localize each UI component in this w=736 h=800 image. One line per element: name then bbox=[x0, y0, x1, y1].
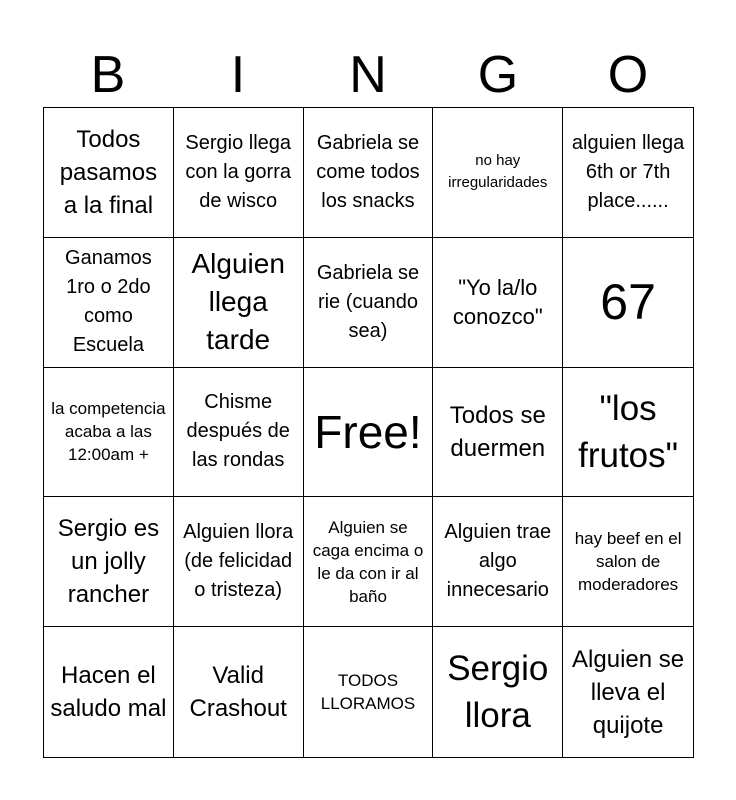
cell-text: Sergio llora bbox=[447, 649, 549, 736]
cell-text: Gabriela se come todos los snacks bbox=[316, 131, 420, 212]
cell-text: la competencia acaba a las 12:00am + bbox=[51, 399, 166, 465]
cell-text: Alguien llora (de felicidad o tristeza) bbox=[183, 521, 294, 602]
cell-text: "Yo la/lo conozco" bbox=[452, 275, 543, 330]
bingo-cell-3-1[interactable] bbox=[44, 368, 174, 498]
bingo-cell-5-4[interactable] bbox=[433, 627, 563, 757]
free-space-text: Free! bbox=[314, 405, 422, 458]
bingo-cell-2-4[interactable] bbox=[433, 238, 563, 368]
cell-text: no hay irregularidades bbox=[448, 152, 548, 192]
cell-text: "los frutos" bbox=[578, 388, 679, 475]
header-letter-n: N bbox=[349, 46, 387, 104]
cell-text: Alguien se caga encima o le da con ir al baño bbox=[312, 517, 424, 606]
cell-text: Alguien trae algo innecesario bbox=[444, 521, 552, 602]
bingo-cell-1-4[interactable] bbox=[433, 108, 563, 238]
bingo-cell-1-3[interactable] bbox=[304, 108, 434, 238]
bingo-cell-1-5[interactable] bbox=[563, 108, 693, 238]
cell-text: TODOS LLORAMOS bbox=[320, 671, 416, 714]
bingo-cell-1-2[interactable] bbox=[174, 108, 304, 238]
header-letter-i: I bbox=[230, 46, 246, 104]
cell-text: Chisme después de las rondas bbox=[186, 391, 290, 472]
cell-text: Sergio llega con la gorra de wisco bbox=[185, 131, 291, 212]
bingo-cell-5-1[interactable] bbox=[44, 627, 174, 757]
bingo-cell-1-1[interactable] bbox=[44, 108, 174, 238]
bingo-cell-4-2[interactable] bbox=[174, 497, 304, 627]
bingo-cell-5-3[interactable] bbox=[304, 627, 434, 757]
bingo-cell-4-3[interactable] bbox=[304, 497, 434, 627]
cell-text: Todos se duermen bbox=[449, 401, 546, 462]
cell-text: Alguien llega tarde bbox=[191, 248, 285, 356]
bingo-cell-5-5[interactable] bbox=[563, 627, 693, 757]
bingo-header bbox=[43, 42, 693, 108]
header-letter-b: B bbox=[90, 46, 126, 104]
bingo-cell-3-2[interactable] bbox=[174, 368, 304, 498]
cell-text: Hacen el saludo mal bbox=[50, 662, 167, 723]
bingo-board bbox=[43, 107, 694, 758]
cell-text: alguien llega 6th or 7th place...... bbox=[571, 131, 685, 212]
cell-text: Sergio es un jolly rancher bbox=[57, 515, 160, 609]
cell-text: Gabriela se rie (cuando sea) bbox=[316, 261, 420, 342]
bingo-cell-2-1[interactable] bbox=[44, 238, 174, 368]
bingo-cell-2-3[interactable] bbox=[304, 238, 434, 368]
bingo-cell-4-4[interactable] bbox=[433, 497, 563, 627]
cell-text: hay beef en el salon de moderadores bbox=[574, 529, 682, 595]
bingo-cell-5-2[interactable] bbox=[174, 627, 304, 757]
cell-text: 67 bbox=[600, 274, 656, 331]
bingo-cell-3-4[interactable] bbox=[433, 368, 563, 498]
bingo-cell-3-5[interactable] bbox=[563, 368, 693, 498]
cell-text: Alguien se lleva el quijote bbox=[572, 645, 685, 739]
bingo-cell-free[interactable] bbox=[304, 368, 434, 498]
header-letter-g: G bbox=[477, 46, 519, 104]
header-letter-o: O bbox=[607, 46, 649, 104]
bingo-cell-2-5[interactable] bbox=[563, 238, 693, 368]
bingo-cell-2-2[interactable] bbox=[174, 238, 304, 368]
bingo-cell-4-1[interactable] bbox=[44, 497, 174, 627]
cell-text: Valid Crashout bbox=[189, 662, 287, 723]
bingo-cell-4-5[interactable] bbox=[563, 497, 693, 627]
cell-text: Ganamos 1ro o 2do como Escuela bbox=[65, 247, 152, 357]
cell-text: Todos pasamos a la final bbox=[59, 125, 158, 219]
